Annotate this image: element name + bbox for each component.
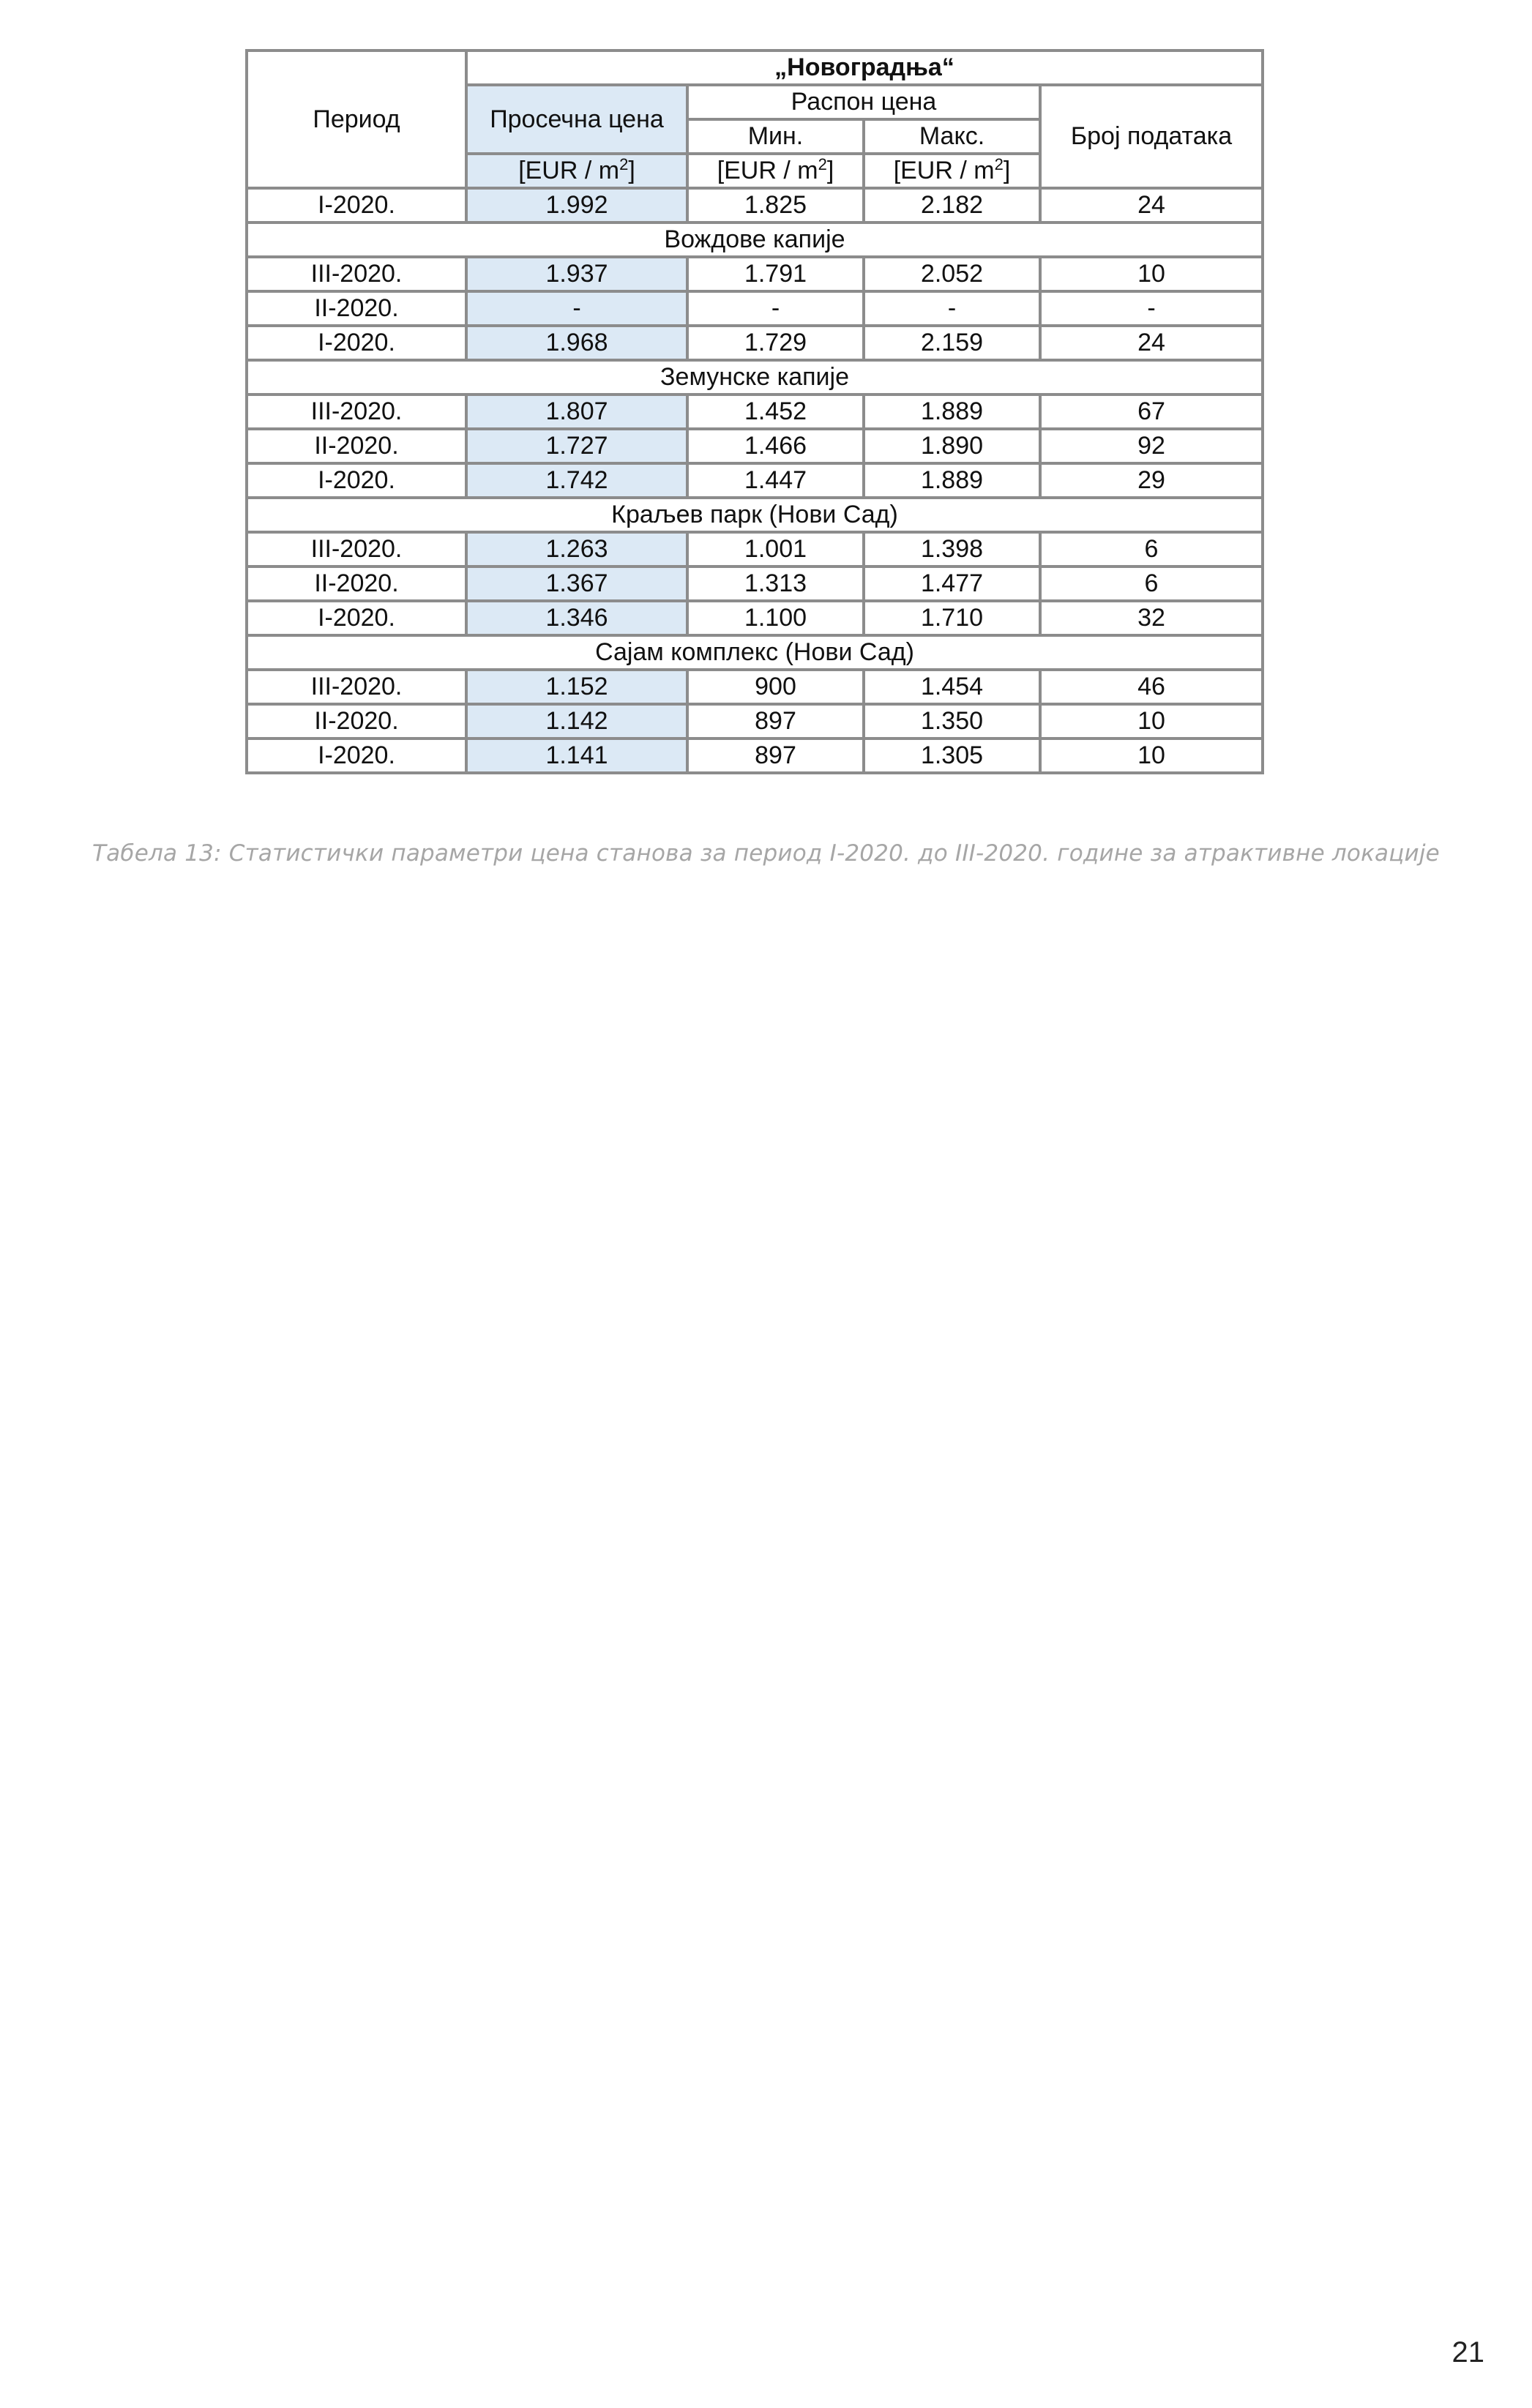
table-header (247, 51, 1263, 188)
cell-avg: 1.152 (466, 670, 687, 704)
table-row (247, 463, 1263, 498)
unit-exponent: 2 (619, 155, 629, 173)
cell-period: II-2020. (247, 291, 466, 326)
cell-avg: 1.263 (466, 532, 687, 567)
section-title: Земунске капије (247, 360, 1263, 395)
cell-min: - (687, 291, 864, 326)
cell-max: 1.710 (864, 601, 1040, 635)
cell-period: I-2020. (247, 739, 466, 773)
table-row (247, 532, 1263, 567)
cell-period: II-2020. (247, 567, 466, 601)
cell-min: 900 (687, 670, 864, 704)
cell-max: 2.182 (864, 188, 1040, 223)
table-caption: Табела 13: Статистички параметри цена станова за период I-2020. до III-2020. године за атрактивне локације (92, 840, 1440, 867)
cell-count: 24 (1040, 188, 1263, 223)
cell-avg: 1.937 (466, 257, 687, 291)
cell-max: 1.889 (864, 463, 1040, 498)
table-row (247, 291, 1263, 326)
cell-avg: 1.807 (466, 395, 687, 429)
cell-min: 1.825 (687, 188, 864, 223)
cell-count: - (1040, 291, 1263, 326)
cell-count: 29 (1040, 463, 1263, 498)
cell-min: 1.313 (687, 567, 864, 601)
cell-max: 1.890 (864, 429, 1040, 463)
header-count: Број података (1040, 85, 1263, 188)
cell-period: III-2020. (247, 532, 466, 567)
section-title: Сајам комплекс (Нови Сад) (247, 635, 1263, 670)
cell-avg: 1.968 (466, 326, 687, 360)
header-period: Период (247, 51, 466, 188)
cell-avg: 1.367 (466, 567, 687, 601)
cell-period: I-2020. (247, 188, 466, 223)
unit-exponent: 2 (818, 155, 827, 173)
cell-avg: 1.346 (466, 601, 687, 635)
cell-period: III-2020. (247, 257, 466, 291)
cell-count: 32 (1040, 601, 1263, 635)
cell-max: 1.305 (864, 739, 1040, 773)
cell-period: I-2020. (247, 326, 466, 360)
cell-min: 897 (687, 704, 864, 739)
section-row (247, 635, 1263, 670)
cell-count: 6 (1040, 532, 1263, 567)
unit-text: [EUR / m (717, 157, 818, 184)
table-row (247, 257, 1263, 291)
cell-period: III-2020. (247, 670, 466, 704)
cell-max: 1.889 (864, 395, 1040, 429)
cell-count: 24 (1040, 326, 1263, 360)
table-row (247, 704, 1263, 739)
header-unit-avg (466, 154, 687, 188)
cell-period: I-2020. (247, 463, 466, 498)
unit-text: ] (1003, 157, 1011, 184)
header-max: Макс. (864, 119, 1040, 154)
cell-count: 46 (1040, 670, 1263, 704)
cell-max: 2.052 (864, 257, 1040, 291)
table-row (247, 395, 1263, 429)
cell-max: 1.477 (864, 567, 1040, 601)
cell-max: 1.454 (864, 670, 1040, 704)
unit-text: ] (826, 157, 834, 184)
table-row (247, 326, 1263, 360)
cell-min: 897 (687, 739, 864, 773)
cell-avg: - (466, 291, 687, 326)
cell-min: 1.447 (687, 463, 864, 498)
cell-max: 2.159 (864, 326, 1040, 360)
cell-count: 6 (1040, 567, 1263, 601)
cell-period: III-2020. (247, 395, 466, 429)
header-price-range: Распон цена (687, 85, 1040, 119)
section-row (247, 360, 1263, 395)
cell-avg: 1.742 (466, 463, 687, 498)
cell-min: 1.001 (687, 532, 864, 567)
cell-min: 1.100 (687, 601, 864, 635)
cell-period: I-2020. (247, 601, 466, 635)
header-avg-price: Просечна цена (466, 85, 687, 154)
cell-count: 10 (1040, 257, 1263, 291)
cell-min: 1.466 (687, 429, 864, 463)
cell-max: 1.350 (864, 704, 1040, 739)
header-min: Мин. (687, 119, 864, 154)
cell-count: 92 (1040, 429, 1263, 463)
cell-count: 10 (1040, 739, 1263, 773)
cell-min: 1.729 (687, 326, 864, 360)
section-row (247, 223, 1263, 257)
cell-period: II-2020. (247, 429, 466, 463)
unit-text: [EUR / m (893, 157, 995, 184)
unit-text: [EUR / m (518, 157, 620, 184)
cell-count: 10 (1040, 704, 1263, 739)
cell-min: 1.452 (687, 395, 864, 429)
cell-avg: 1.141 (466, 739, 687, 773)
cell-min: 1.791 (687, 257, 864, 291)
unit-exponent: 2 (994, 155, 1004, 173)
cell-period: II-2020. (247, 704, 466, 739)
cell-max: 1.398 (864, 532, 1040, 567)
section-title: Краљев парк (Нови Сад) (247, 498, 1263, 532)
cell-count: 67 (1040, 395, 1263, 429)
header-unit-min (687, 154, 864, 188)
price-statistics-table (245, 49, 1264, 774)
table-row (247, 670, 1263, 704)
table-row (247, 188, 1263, 223)
table-row (247, 429, 1263, 463)
cell-avg: 1.727 (466, 429, 687, 463)
table-body (247, 188, 1263, 773)
cell-avg: 1.142 (466, 704, 687, 739)
header-unit-max (864, 154, 1040, 188)
section-row (247, 498, 1263, 532)
unit-text: ] (628, 157, 635, 184)
page-number: 21 (1451, 2336, 1484, 2368)
cell-avg: 1.992 (466, 188, 687, 223)
table-row (247, 601, 1263, 635)
cell-max: - (864, 291, 1040, 326)
table-row (247, 567, 1263, 601)
section-title: Вождове капије (247, 223, 1263, 257)
header-location: „Новоградња“ (466, 51, 1263, 85)
table-row (247, 739, 1263, 773)
